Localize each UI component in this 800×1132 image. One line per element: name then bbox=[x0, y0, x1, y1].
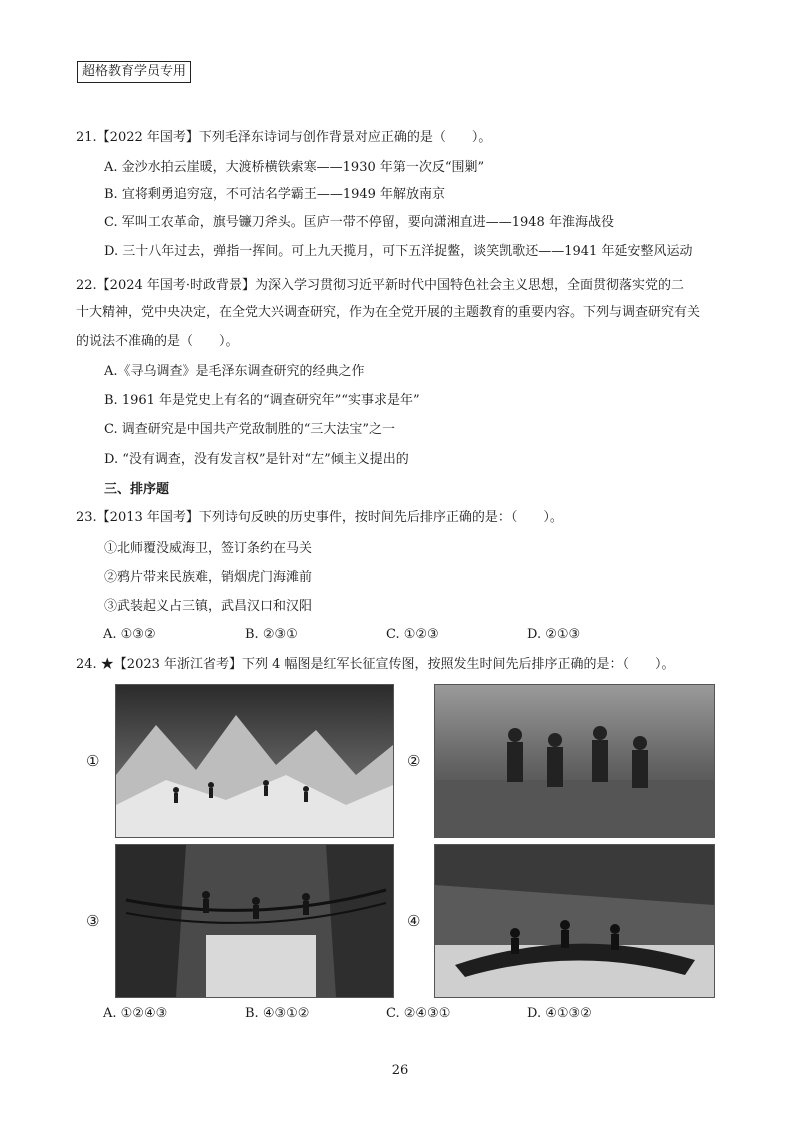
image-label-2: ② bbox=[407, 752, 421, 770]
q22-option-d: D. “没有调查，没有发言权”是针对“左”倾主义提出的 bbox=[104, 452, 409, 467]
q24-option-a: A. ①②④③ bbox=[103, 1006, 168, 1021]
q23-option-c: C. ①②③ bbox=[386, 627, 439, 642]
section-title: 三、排序题 bbox=[104, 482, 170, 497]
q24-stem: 24. ★【2023 年浙江省考】下列 4 幅图是红军长征宣传图，按照发生时间先后排序正确的是：（ ）。 bbox=[76, 657, 675, 672]
q23-option-a: A. ①③② bbox=[103, 627, 156, 642]
q21-option-c: C. 军叫工农革命，旗号镰刀斧头。匡庐一带不停留，要向潇湘直进——1948 年淮海战役 bbox=[104, 215, 614, 230]
image-label-1: ① bbox=[86, 752, 100, 770]
q22-stem-line-1: 22.【2024 年国考·时政背景】为深入学习贯彻习近平新时代中国特色社会主义思想，全面贯彻落实党的二 bbox=[76, 278, 685, 293]
q23-options bbox=[103, 626, 740, 644]
q21-option-b: B. 宜将剩勇追穷寇，不可沽名学霸王——1949 年解放南京 bbox=[104, 187, 446, 202]
q21-option-a: A. 金沙水拍云崖暖，大渡桥横铁索寒——1930 年第一次反“围剿” bbox=[104, 160, 485, 175]
image-label-4: ④ bbox=[407, 912, 421, 930]
q21-stem: 21.【2022 年国考】下列毛泽东诗词与创作背景对应正确的是（ ）。 bbox=[76, 130, 492, 145]
q24-option-d: D. ④①③② bbox=[527, 1006, 592, 1021]
q23-item-1: ①北师覆没威海卫，签订条约在马关 bbox=[104, 541, 313, 556]
page-number: 26 bbox=[391, 1063, 409, 1078]
q22-stem-line-3: 的说法不准确的是（ ）。 bbox=[76, 334, 239, 349]
header-label: 超格教育学员专用 bbox=[77, 61, 191, 83]
q23-stem: 23.【2013 年国考】下列诗句反映的历史事件，按时间先后排序正确的是：（ ）。 bbox=[76, 510, 563, 525]
bridge-crossing-image bbox=[115, 844, 394, 998]
grassland-march-image bbox=[434, 684, 715, 838]
q22-option-b: B. 1961 年是党史上有名的“调查研究年”“实事求是年” bbox=[104, 393, 420, 408]
mountain-march-image bbox=[115, 684, 394, 838]
q24-option-c: C. ②④③① bbox=[386, 1006, 451, 1021]
q23-item-2: ②鸦片带来民族难，销烟虎门海滩前 bbox=[104, 570, 313, 585]
q22-option-a: A.《寻乌调查》是毛泽东调查研究的经典之作 bbox=[104, 364, 365, 379]
q24-options bbox=[103, 1005, 740, 1023]
river-crossing-image bbox=[434, 844, 715, 998]
q23-option-d: D. ②①③ bbox=[527, 627, 581, 642]
image-label-3: ③ bbox=[86, 912, 100, 930]
q23-item-3: ③武装起义占三镇，武昌汉口和汉阳 bbox=[104, 599, 313, 614]
q22-option-c: C. 调查研究是中国共产党敌制胜的“三大法宝”之一 bbox=[104, 422, 396, 437]
q24-option-b: B. ④③①② bbox=[245, 1006, 310, 1021]
q21-option-d: D. 三十八年过去，弹指一挥间。可上九天揽月，可下五洋捉鳖，谈笑凯歌还——1941 年延安整风运动 bbox=[104, 244, 693, 259]
q23-option-b: B. ②③① bbox=[245, 627, 298, 642]
q22-stem-line-2: 十大精神，党中央决定，在全党大兴调查研究，作为在全党开展的主题教育的重要内容。下列与调查研究有关 bbox=[76, 305, 701, 320]
